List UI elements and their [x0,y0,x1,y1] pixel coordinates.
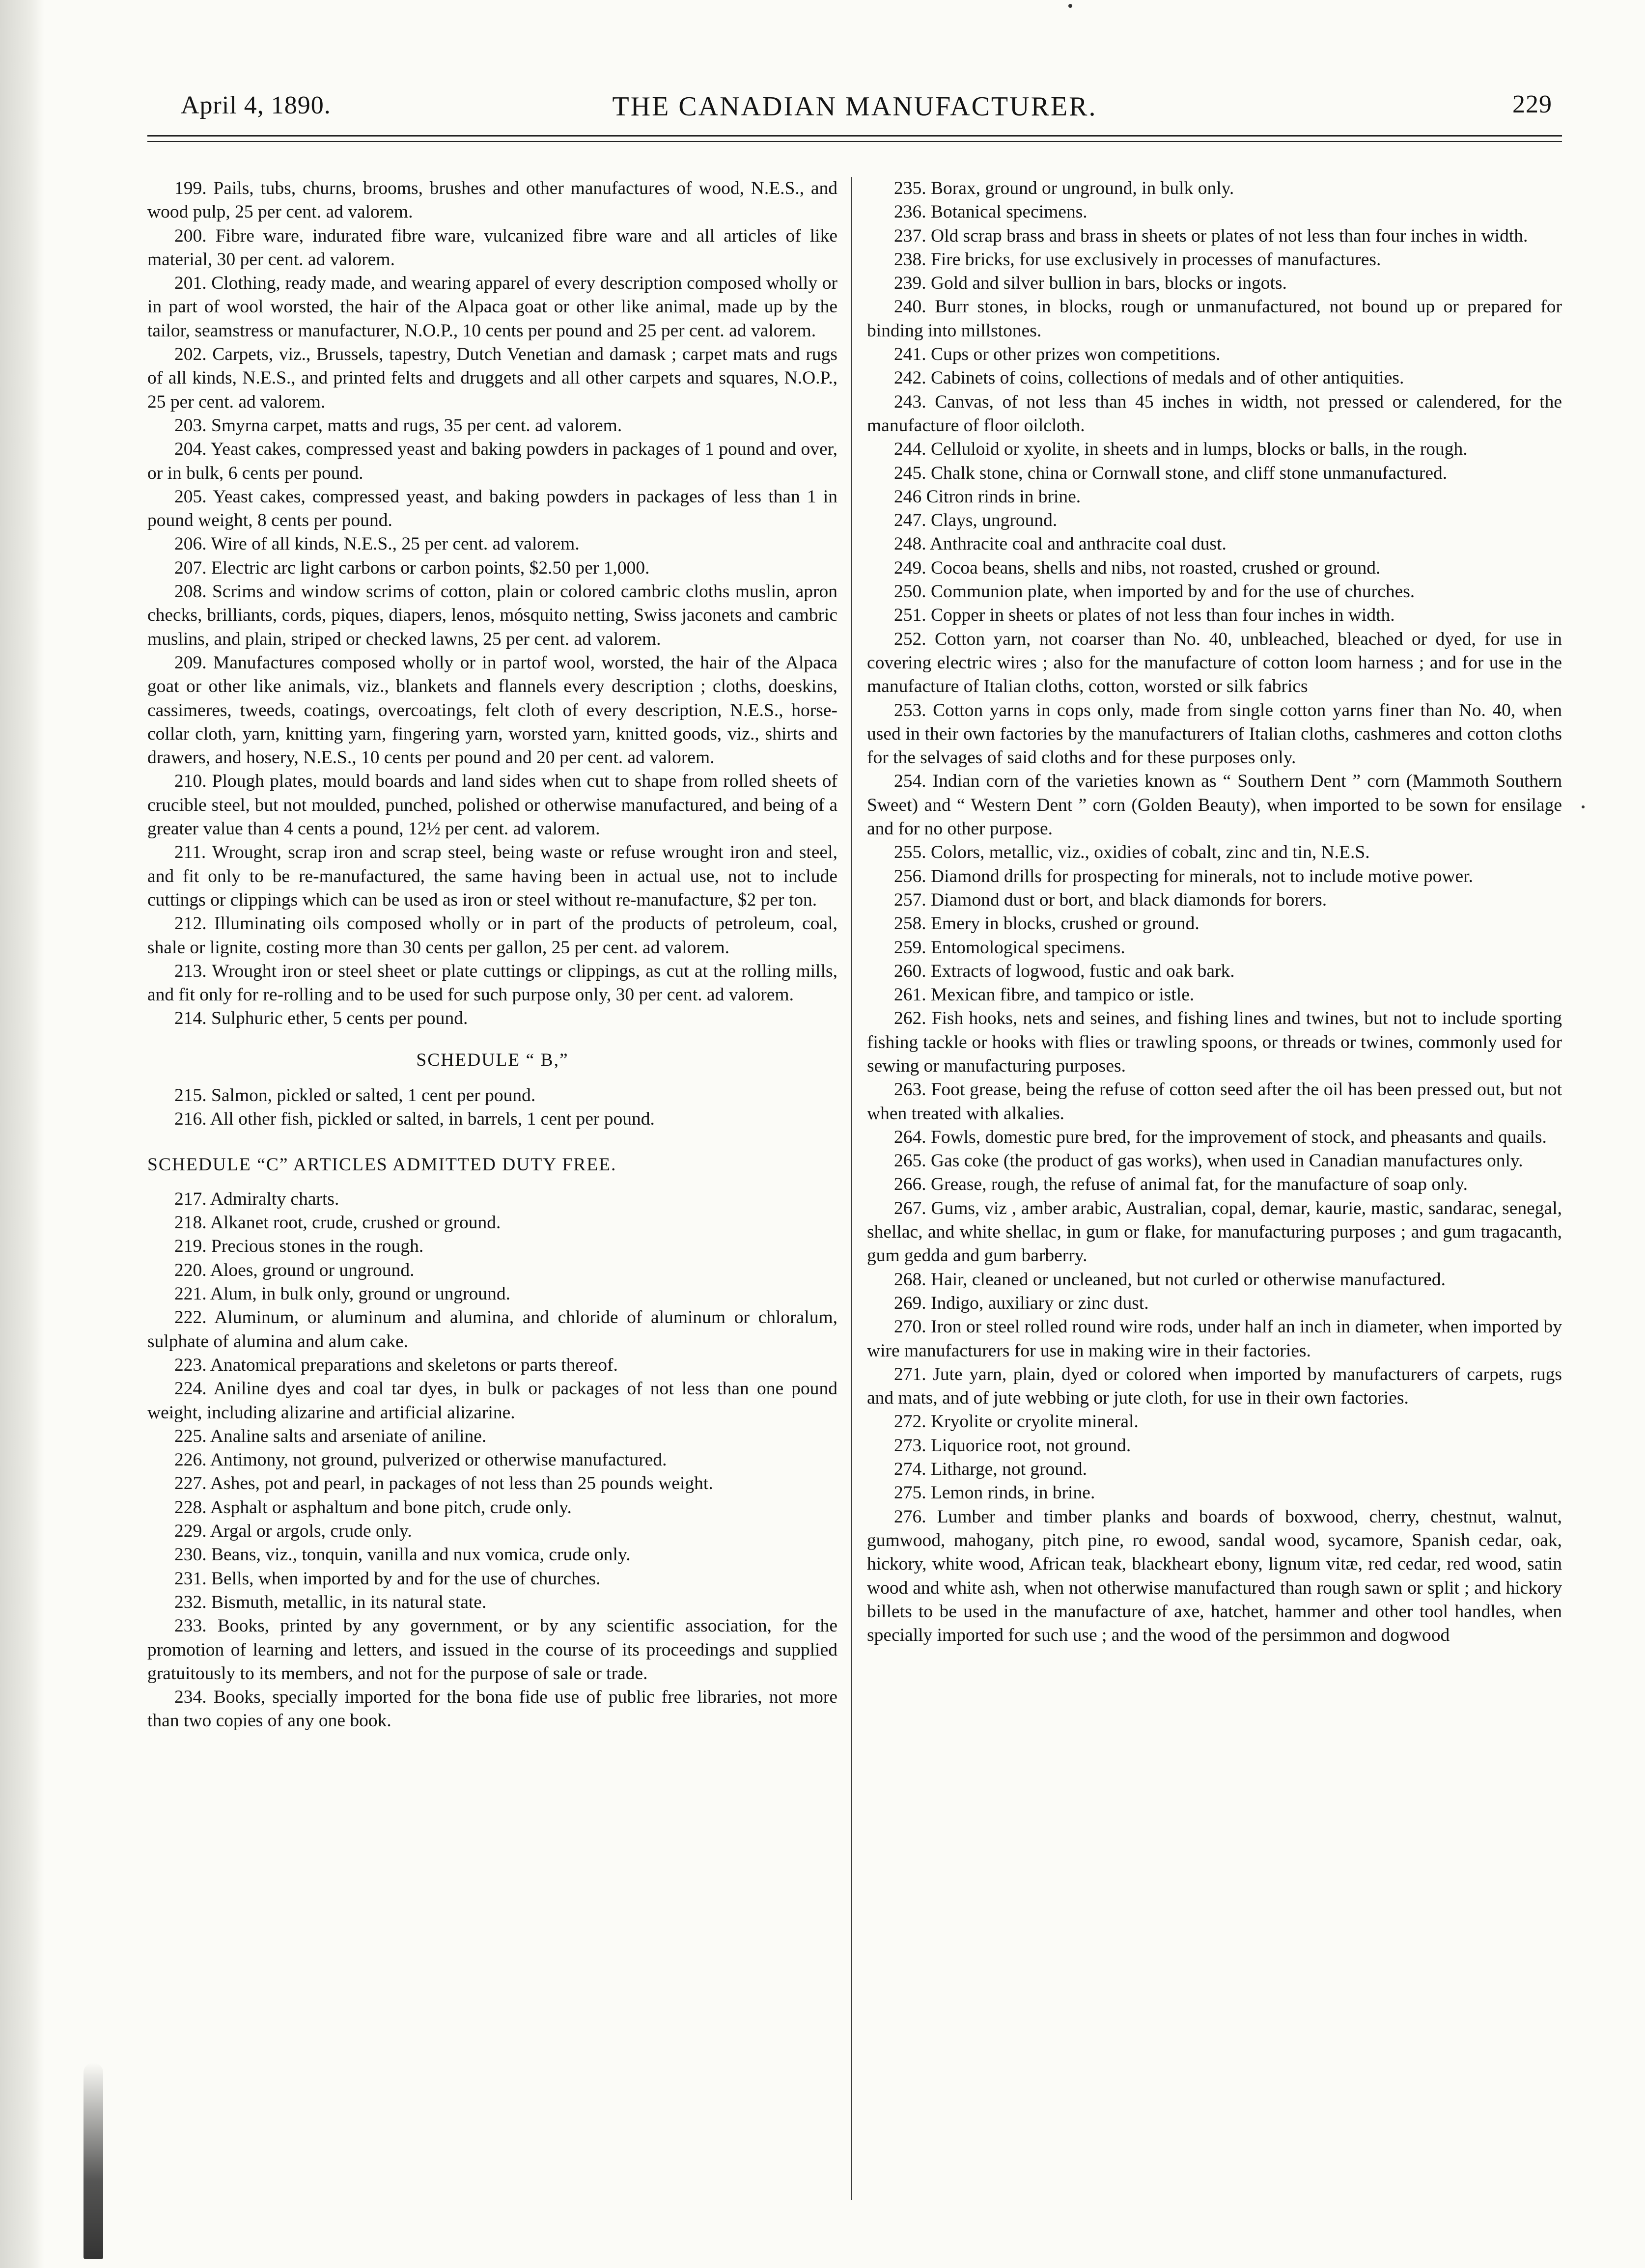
tariff-item: 237. Old scrap brass and brass in sheets or plates of not less than four inches in width. [894,225,1528,246]
ink-smudge [84,2063,103,2259]
tariff-item: 245. Chalk stone, china or Cornwall stone, and cliff stone unmanufactured. [894,463,1448,483]
tariff-item: 276. Lumber and timber planks and boards of boxwood, cherry, chestnut, walnut, gumwood, mahogany, pitch pine, ro ewood, sandal wood, sycamore, Spanish cedar, oak, hickory, white wood, African teak, blackheart ebony, lignum vitæ, red cedar, red wood, satin wood and white ash, when not otherwise manufactured than rough sawn or split ; and hickory billets to be used in the manufacture of axe, hatchet, hammer and other tool handles, when specially imported for such use ; and the wood of the persimmon and dogwood [867,1506,1562,1646]
page-binding-shadow [0,0,44,2268]
tariff-item: 241. Cups or other prizes won competitions. [894,344,1221,365]
schedule-b-heading: SCHEDULE “ B,” [416,1050,569,1070]
tariff-item: 261. Mexican fibre, and tampico or istle. [894,985,1195,1005]
tariff-item: 240. Burr stones, in blocks, rough or unmanufactured, not bound up or prepared for binding into millstones. [867,297,1562,341]
tariff-item: 226. Antimony, not ground, pulverized or otherwise manufactured. [174,1450,667,1470]
tariff-item: 217. Admiralty charts. [174,1189,339,1209]
tariff-item: 244. Celluloid or xyolite, in sheets and in lumps, blocks or balls, in the rough. [894,439,1468,460]
tariff-item: 224. Aniline dyes and coal tar dyes, in bulk or packages of not less than one pound weight, including alizarine and artificial alizarine. [147,1379,837,1423]
tariff-item: 269. Indigo, auxiliary or zinc dust. [894,1293,1149,1313]
tariff-item: 202. Carpets, viz., Brussels, tapestry, Dutch Venetian and damask ; carpet mats and rugs of all kinds, N.E.S., and printed felts and druggets and all other carpets and squares, N.O.P., 25 per cent. ad valorem. [147,344,837,412]
tariff-item: 257. Diamond dust or bort, and black diamonds for borers. [894,889,1327,910]
tariff-item: 214. Sulphuric ether, 5 cents per pound. [174,1008,468,1029]
tariff-item: 215. Salmon, pickled or salted, 1 cent per pound. [174,1085,536,1106]
tariff-item: 254. Indian corn of the varieties known as “ Southern Dent ” corn (Mammoth Southern Sweet) and “ Western Dent ” corn (Golden Beauty), when imported to be sown for ensilage and for no other purpose. [867,771,1562,839]
tariff-item: 258. Emery in blocks, crushed or ground. [894,913,1199,934]
tariff-item: 255. Colors, metallic, viz., oxidies of cobalt, zinc and tin, N.E.S. [894,842,1370,863]
tariff-item: 267. Gums, viz , amber arabic, Australian, copal, demar, kaurie, mastic, sandarac, senegal, shellac, and white shellac, in gum or flake, for manufacturing purposes ; and gum tragacanth, gum gedda and gum barberry. [867,1198,1562,1266]
tariff-item: 199. Pails, tubs, churns, brooms, brushes and other manufactures of wood, N.E.S., and wood pulp, 25 per cent. ad valorem. [147,178,837,222]
tariff-item: 227. Ashes, pot and pearl, in packages of not less than 25 pounds weight. [174,1473,713,1494]
tariff-item: 263. Foot grease, being the refuse of cotton seed after the oil has been pressed out, but not when treated with alkalies. [867,1079,1562,1124]
tariff-item: 221. Alum, in bulk only, ground or unground. [174,1284,511,1304]
header-rule-thin [147,141,1562,142]
tariff-item: 235. Borax, ground or unground, in bulk only. [894,178,1234,198]
tariff-item: 243. Canvas, of not less than 45 inches in width, not pressed or calendered, for the manufacture of floor oilcloth. [867,391,1562,436]
tariff-item: 212. Illuminating oils composed wholly or in part of the products of petroleum, coal, shale or lignite, costing more than 30 cents per gallon, 25 per cent. ad valorem. [147,913,837,958]
tariff-item: 233. Books, printed by any government, or by any scientific association, for the promotion of learning and letters, and issued in the course of its proceedings and supplied gratuitously to its members, and not for the purpose of sale or trade. [147,1616,837,1684]
tariff-item: 259. Entomological specimens. [894,937,1125,958]
schedule-b-items [147,1084,837,1132]
tariff-item: 239. Gold and silver bullion in bars, blocks or ingots. [894,273,1287,294]
tariff-item: 270. Iron or steel rolled round wire rods, under half an inch in diameter, when imported by wire manufacturers for use in making wire in their factories. [867,1317,1562,1361]
tariff-item: 272. Kryolite or cryolite mineral. [894,1411,1139,1432]
tariff-item: 208. Scrims and window scrims of cotton, plain or colored cambric cloths muslin, apron checks, brilliants, cords, piques, diapers, lenos, mósquito netting, Swiss jaconets and cambric muslins, and plain, striped or checked lawns, 25 per cent. ad valorem. [147,581,837,649]
tariff-item: 246 Citron rinds in brine. [894,486,1081,507]
tariff-item: 218. Alkanet root, crude, crushed or ground. [174,1213,501,1233]
tariff-item: 200. Fibre ware, indurated fibre ware, vulcanized fibre ware and all articles of like material, 30 per cent. ad valorem. [147,225,837,270]
page-header [147,86,1562,130]
schedule-a-items [147,177,837,1031]
tariff-item: 262. Fish hooks, nets and seines, and fishing lines and twines, but not to include sporting fishing tackle or hooks with flies or trawling spoons, or threads or twines, commonly used for sewing or manufacturing purposes. [867,1008,1562,1076]
tariff-item: 271. Jute yarn, plain, dyed or colored when imported by manufacturers of carpets, rugs and mats, and of jute webbing or jute cloth, for use in their own factories. [867,1364,1562,1409]
tariff-item: 231. Bells, when imported by and for the use of churches. [174,1568,601,1589]
tariff-item: 249. Cocoa beans, shells and nibs, not roasted, crushed or ground. [894,557,1381,578]
tariff-item: 229. Argal or argols, crude only. [174,1521,412,1542]
tariff-item: 234. Books, specially imported for the bona fide use of public free libraries, not more than two copies of any one book. [147,1687,837,1731]
text-columns [147,177,1562,2213]
page-number: 229 [1512,90,1552,118]
tariff-item: 236. Botanical specimens. [894,202,1087,222]
tariff-item: 273. Liquorice root, not ground. [894,1435,1131,1456]
tariff-item: 264. Fowls, domestic pure bred, for the improvement of stock, and pheasants and quails. [894,1127,1547,1147]
tariff-item: 216. All other fish, pickled or salted, in barrels, 1 cent per pound. [174,1109,655,1130]
print-speck [1068,4,1072,8]
tariff-item: 220. Aloes, ground or unground. [174,1260,415,1280]
issue-date: April 4, 1890. [181,91,331,119]
tariff-item: 238. Fire bricks, for use exclusively in processes of manufactures. [894,249,1381,270]
tariff-item: 211. Wrought, scrap iron and scrap steel, being waste or refuse wrought iron and steel, and fit only to be re-manufactured, the same having been in actual use, not to include cuttings or clippings which can be used as iron or steel without re-manufacture, $2 per ton. [147,842,837,910]
tariff-item: 247. Clays, unground. [894,510,1058,531]
tariff-item: 248. Anthracite coal and anthracite coal dust. [894,534,1227,554]
tariff-item: 252. Cotton yarn, not coarser than No. 40, unbleached, bleached or dyed, for use in covering electric wires ; also for the manufacture of cotton loom harness ; and for use in the manufacture of Italian cloths, cotton, worsted or silk fabrics [867,629,1562,697]
tariff-item: 256. Diamond drills for prospecting for minerals, not to include motive power. [894,866,1473,886]
left-column [147,177,837,2213]
tariff-item: 206. Wire of all kinds, N.E.S., 25 per cent. ad valorem. [174,534,580,554]
tariff-item: 225. Analine salts and arseniate of aniline. [174,1426,487,1446]
tariff-item: 274. Litharge, not ground. [894,1459,1087,1480]
tariff-item: 253. Cotton yarns in cops only, made from single cotton yarns finer than No. 40, when used in their own factories by the manufacturers of Italian cloths, cashmeres and cotton cloths for the selvages of said cloths and for these purposes only. [867,700,1562,768]
tariff-item: 223. Anatomical preparations and skeletons or parts thereof. [174,1355,618,1375]
newspaper-page [147,86,1562,2213]
tariff-item: 268. Hair, cleaned or uncleaned, but not curled or otherwise manufactured. [894,1269,1446,1290]
tariff-item: 207. Electric arc light carbons or carbon points, $2.50 per 1,000. [174,557,650,578]
schedule-c-items [147,1188,837,1733]
tariff-item: 232. Bismuth, metallic, in its natural state. [174,1592,487,1612]
column-divider [851,177,852,2200]
schedule-c-heading: SCHEDULE “C” ARTICLES ADMITTED DUTY FREE. [147,1154,617,1175]
tariff-item: 213. Wrought iron or steel sheet or plate cuttings or clippings, as cut at the rolling mills, and fit only for re-rolling and to be used for such purpose only, 30 per cent. ad valorem. [147,961,837,1005]
print-speck [1582,805,1585,808]
tariff-item: 242. Cabinets of coins, collections of medals and of other antiquities. [894,368,1404,388]
tariff-item: 260. Extracts of logwood, fustic and oak bark. [894,961,1235,981]
tariff-item: 210. Plough plates, mould boards and land sides when cut to shape from rolled sheets of crucible steel, but not moulded, punched, polished or otherwise manufactured, and being of a greater value than 4 cents a pound, 12½ per cent. ad valorem. [147,771,837,839]
tariff-item: 265. Gas coke (the product of gas works), when used in Canadian manufactures only. [894,1151,1523,1171]
tariff-item: 219. Precious stones in the rough. [174,1236,424,1257]
tariff-item: 205. Yeast cakes, compressed yeast, and baking powders in packages of less than 1 in pound weight, 8 cents per pound. [147,486,837,531]
header-rule [147,135,1562,137]
tariff-item: 222. Aluminum, or aluminum and alumina, and chloride of aluminum or chloralum, sulphate of alumina and alum cake. [147,1307,837,1352]
tariff-item: 201. Clothing, ready made, and wearing apparel of every description composed wholly or in part of wool worsted, the hair of the Alpaca goat or other like animal, made up by the tailor, seamstress or manufacturer, N.O.P., 10 cents per pound and 25 per cent. ad valorem. [147,273,837,341]
tariff-item: 250. Communion plate, when imported by and for the use of churches. [894,581,1415,602]
tariff-item: 228. Asphalt or asphaltum and bone pitch, crude only. [174,1497,572,1518]
schedule-c-continued-items [867,177,1562,1647]
tariff-item: 203. Smyrna carpet, matts and rugs, 35 per cent. ad valorem. [174,415,622,436]
tariff-item: 266. Grease, rough, the refuse of animal fat, for the manufacture of soap only. [894,1174,1468,1195]
tariff-item: 275. Lemon rinds, in brine. [894,1483,1095,1503]
tariff-item: 204. Yeast cakes, compressed yeast and baking powders in packages of 1 pound and over, or in bulk, 6 cents per pound. [147,439,837,483]
publication-title: THE CANADIAN MANUFACTURER. [612,91,1097,122]
tariff-item: 230. Beans, viz., tonquin, vanilla and nux vomica, crude only. [174,1545,631,1565]
tariff-item: 209. Manufactures composed wholly or in partof wool, worsted, the hair of the Alpaca goat or other like animals, viz., blankets and flannels every description ; cloths, doeskins, cassimeres, tweeds, coatings, overcoatings, felt cloth of every description, N.E.S., horse-collar cloth, yarn, knitting yarn, fingering yarn, worsted yarn, knitted goods, viz., shirts and drawers, and hosery, N.E.S., 10 cents per pound and 20 per cent. ad valorem. [147,652,837,768]
tariff-item: 251. Copper in sheets or plates of not less than four inches in width. [894,605,1395,626]
right-column [867,177,1562,2213]
